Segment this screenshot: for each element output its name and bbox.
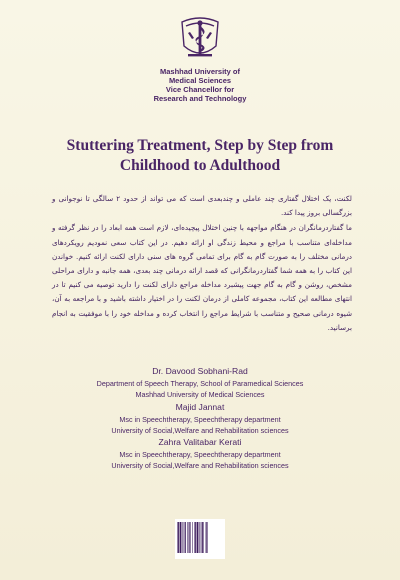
university-name-line: Mashhad University of [159,67,241,76]
university-name-line: Medical Sciences [168,76,232,85]
university-name-line: Research and Technology [153,94,247,103]
medical-emblem-icon [174,12,226,64]
book-title [20,136,380,176]
author-name: Dr. Davood Sobhani-Rad [152,366,248,376]
author-name: Majid Jannat [175,401,225,412]
university-name [0,67,400,103]
summary-paragraph: لکنت، یک اختلال گفتاری چند عاملی و چندبعدی است که می تواند از حدود ۲ سالگی تا نوجوانی و بزرگسالی بروز پیدا کند. [52,194,352,218]
authors-block [0,365,400,472]
university-logo-block [0,12,400,103]
author-name: Zahra Valitabar Kerati [158,437,242,448]
summary-paragraph: ما گفتاردرمانگران در هنگام مواجهه با چنین اختلال پیچیده‌ای، لازم است همه ابعاد را در نظر گرفته و مداخله‌ای متناسب با مراجع و محیط زندگی او ارائه دهیم. در این کتاب سعی نمودیم رویکردهای درمانی مختلف را به صورت گام به گام برای تمامی گروه های سنی دارای لکنت ارائه کنیم. خواندن این کتاب را به همه شما گفتاردرمانگرانی که قصد ارائه درمانی چند بعدی، همه جانبه و دارای مراحلی مشخص، روشن و گام به گام جهت پیشبرد مداخله مراجع دارای لکنت را دارید توصیه می کنیم تا در انتهای مطالعه این کتاب، مجموعه کاملی از درمان لکنت را در اختیار داشته باشید و با مراجعه به آن، شیوه درمانی صحیح و متناسب با شرایط مراجع را انتخاب کرده و مداخله خود را با موفقیت به انجام برسانید. [52,223,352,332]
author-affiliation: Department of Speech Therapy, School of Paramedical Sciences [96,379,304,388]
author-affiliation: University of Social,Welfare and Rehabilitation sciences [111,425,289,435]
book-summary [52,192,352,336]
university-name-line: Vice Chancellor for [165,85,235,94]
author-affiliation: Msc in Speechtherapy, Speechtherapy department [119,450,281,460]
book-title-line-2: Childhood to Adulthood [119,157,281,174]
author-affiliation: University of Social,Welfare and Rehabilitation sciences [111,461,289,471]
author-affiliation: Mashhad University of Medical Sciences [135,390,265,400]
book-title-line-1: Stuttering Treatment, Step by Step from [66,137,334,154]
author-affiliation: Msc in Speechtherapy, Speechtherapy department [119,414,281,424]
barcode-icon [175,519,225,559]
